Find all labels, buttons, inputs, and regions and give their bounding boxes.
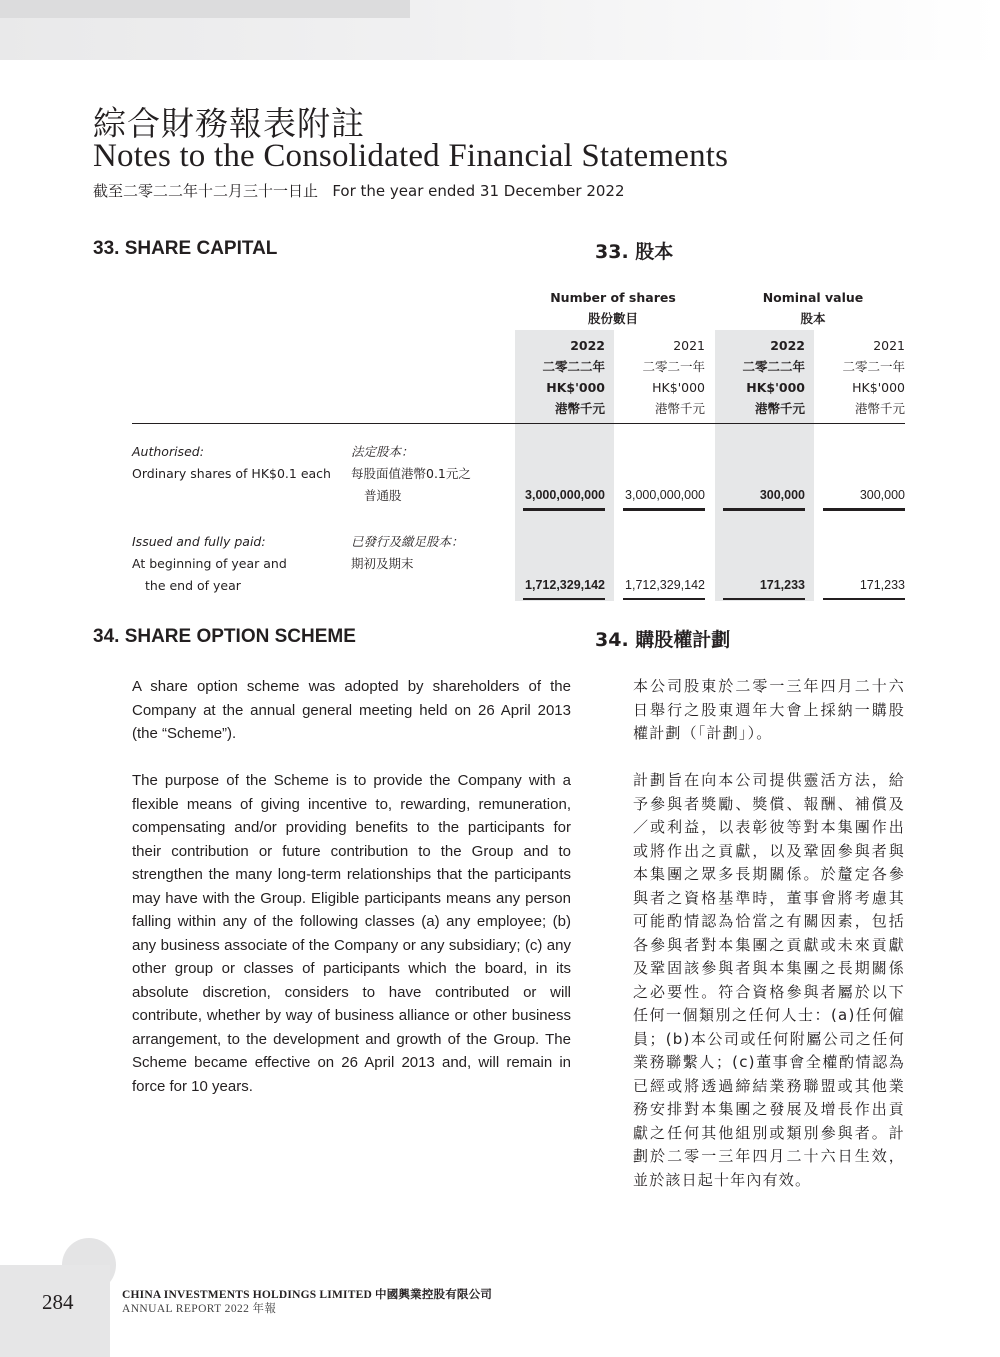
col-year: 2021 xyxy=(873,338,905,353)
section-34-heading-en: 34. SHARE OPTION SCHEME xyxy=(93,626,356,647)
share-option-para-2-en: The purpose of the Scheme is to provide the Company with a flexible means of giving incentive to, rewarding, remuneration, compensating and/or providing benefits to the participants for their contribution or future contribution to the Group and to strengthen the many long-term relationships that the participants may have with the Group. Eligible participants means any person falling within any of the following classes (a) any employee; (b) any business associate of the Company or any subsidiary; (c) any other group or classes of participants which the board, in its absolute discretion, considers to have contributed or will contribute, whether by way of business alliance or other business arrangement, to the development and growth of the Group. The Scheme became effective on 26 April 2013 and, will remain in force for 10 years. xyxy=(132,772,571,1095)
total-rule xyxy=(723,598,805,600)
issued-item-cn: 期初及期末 xyxy=(351,556,414,571)
issued-item-en-2: the end of year xyxy=(145,578,241,593)
share-option-para-1-cn: 本公司股東於二零一三年四月二十六日舉行之股東週年大會上採納一購股權計劃（「計劃」）。 xyxy=(633,677,905,742)
page-number: 284 xyxy=(42,1290,74,1314)
total-rule xyxy=(523,598,605,600)
authorised-nominal-2022: 300,000 xyxy=(759,488,805,502)
authorised-shares-2021: 3,000,000,000 xyxy=(625,488,705,502)
authorised-shares-2022: 3,000,000,000 xyxy=(525,488,605,502)
col-year: 2021 xyxy=(673,338,705,353)
section-34-heading-cn: 34. 購股權計劃 xyxy=(595,629,731,651)
header-band-dark xyxy=(0,0,410,18)
page-title-en: Notes to the Consolidated Financial Statements xyxy=(93,138,729,174)
col-unit: HK$'000 xyxy=(652,380,705,395)
authorised-label-cn: 法定股本： xyxy=(351,444,414,459)
authorised-item-cn-1: 每股面值港幣0.1元之 xyxy=(351,466,471,481)
issued-nominal-2022: 171,233 xyxy=(759,578,805,592)
col-year-cn: 二零二一年 xyxy=(842,359,905,374)
section-33-heading-cn: 33. 股本 xyxy=(595,241,674,263)
column-header-shares-2022 xyxy=(511,335,605,419)
column-header-shares-2021 xyxy=(611,335,705,419)
period-cn: 截至二零二二年十二月三十一日止 xyxy=(93,182,319,200)
group-label-cn: 股份數目 xyxy=(587,311,638,326)
header-band-fade xyxy=(410,0,1000,60)
group-label-en: Number of shares xyxy=(550,290,676,305)
col-year-cn: 二零二一年 xyxy=(642,359,705,374)
group-header-nominal xyxy=(740,287,886,329)
total-rule xyxy=(623,508,705,511)
authorised-item-en: Ordinary shares of HK$0.1 each xyxy=(132,466,331,481)
period-en: For the year ended 31 December 2022 xyxy=(332,182,625,200)
issued-item-en-1: At beginning of year and xyxy=(132,556,287,571)
group-header-shares xyxy=(540,287,686,329)
table-header-rule xyxy=(132,423,905,424)
col-unit: HK$'000 xyxy=(546,380,605,395)
total-rule xyxy=(623,598,705,600)
share-option-para-2-cn: 計劃旨在向本公司提供靈活方法，給予參與者獎勵、獎償、報酬、補償及／或利益，以表彰彼等對本集團作出或將作出之貢獻，以及鞏固參與者與本集團之眾多長期關係。於釐定各參與者之資格基準時，董事會將考慮其可能酌情認為恰當之有關因素，包括各參與者對本集團之貢獻或未來貢獻及鞏固該參與者與本集團之長期關係之必要性。符合資格參與者屬於以下任何一個類別之任何人士：(a)任何僱員；(b)本公司或任何附屬公司之任何業務聯繫人；(c)董事會全權酌情認為已經或將透過締結業務聯盟或其他業務安排對本集團之發展及增長作出貢獻之任何其他組別或類別參與者。計劃於二零一三年四月二十六日生效，並於該日起十年內有效。 xyxy=(633,771,905,1189)
issued-label-cn: 已發行及繳足股本： xyxy=(351,534,464,549)
col-unit-cn: 港幣千元 xyxy=(754,401,805,416)
col-year-cn: 二零二二年 xyxy=(742,359,805,374)
authorised-nominal-2021: 300,000 xyxy=(859,488,905,502)
column-header-nominal-2022 xyxy=(711,335,805,419)
section-33-heading-en: 33. SHARE CAPITAL xyxy=(93,238,278,259)
column-header-nominal-2021 xyxy=(811,335,905,419)
total-rule xyxy=(823,598,905,600)
group-label-cn: 股本 xyxy=(800,311,826,326)
col-unit: HK$'000 xyxy=(852,380,905,395)
issued-shares-2022: 1,712,329,142 xyxy=(525,578,605,592)
col-unit-cn: 港幣千元 xyxy=(654,401,705,416)
issued-shares-2021: 1,712,329,142 xyxy=(625,578,705,592)
page-title-cn: 綜合財務報表附註 xyxy=(93,104,365,143)
authorised-item-cn-2: 普通股 xyxy=(364,488,402,503)
total-rule xyxy=(823,508,905,511)
col-unit-cn: 港幣千元 xyxy=(554,401,605,416)
col-year-cn: 二零二二年 xyxy=(542,359,605,374)
col-unit: HK$'000 xyxy=(746,380,805,395)
issued-label-en: Issued and fully paid: xyxy=(132,534,266,549)
total-rule xyxy=(723,508,805,511)
authorised-label-en: Authorised: xyxy=(132,444,204,459)
col-unit-cn: 港幣千元 xyxy=(854,401,905,416)
page-subtitle xyxy=(93,180,625,201)
share-option-para-1-en: A share option scheme was adopted by shareholders of the Company at the annual general meeting held on 26 April 2013 (the “Scheme”). xyxy=(132,678,571,742)
footer-report: ANNUAL REPORT 2022 年報 xyxy=(122,1303,277,1315)
footer-company: CHINA INVESTMENTS HOLDINGS LIMITED 中國興業控股有限公司 xyxy=(122,1289,493,1301)
total-rule xyxy=(523,508,605,511)
col-year: 2022 xyxy=(570,338,605,353)
issued-nominal-2021: 171,233 xyxy=(859,578,905,592)
col-year: 2022 xyxy=(770,338,805,353)
group-label-en: Nominal value xyxy=(762,290,864,305)
